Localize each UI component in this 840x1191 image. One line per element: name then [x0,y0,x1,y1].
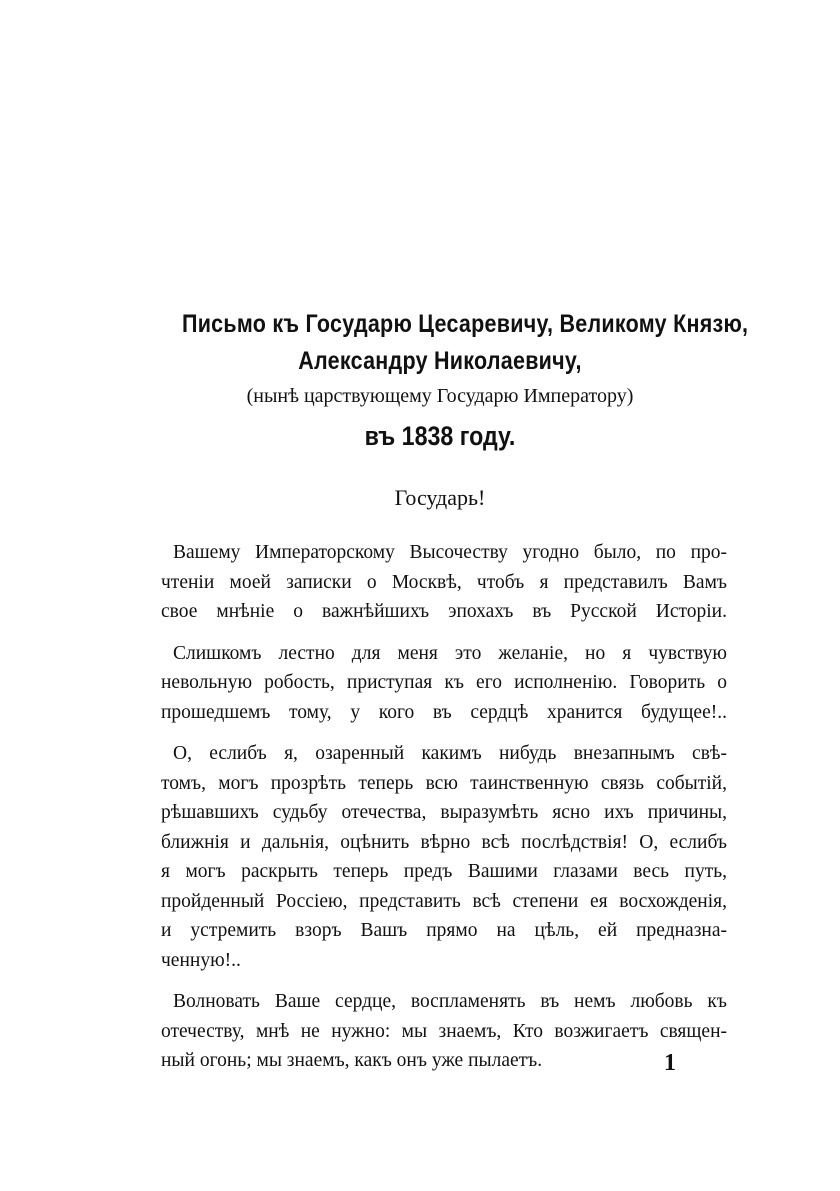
text-line: рѣшавшихъ судьбу отечества, выразумѣть ясно ихъ причины, [161,802,727,823]
text-line: томъ, могъ прозрѣть теперь всю таинственную связь событій, [161,772,727,794]
title-line-2: Александру Николаевичу, [298,347,582,375]
text-line: О, еслибъ я, озаренный какимъ нибудь внезапнымъ свѣ- [173,743,727,764]
text-line: ближнія и дальнія, оцѣнить вѣрно всѣ послѣдствія! О, еслибъ [161,831,727,853]
page-number: 1 [664,1050,676,1076]
paragraph-2 [161,639,727,728]
title-line-1: Письмо къ Государю Цесаревичу, Великому Князю, [182,310,749,338]
paragraph-1 [161,538,727,627]
text-line: свое мнѣніе о важнѣйшихъ эпохахъ въ Русской Исторіи. [161,601,727,622]
letter-body [161,538,727,1088]
text-line: невольную робость, приступая къ его исполненію. Говорить о [161,672,727,693]
title-subtitle: (нынѣ царствующему Государю Императору) [246,385,634,407]
title-year: въ 1838 году. [364,421,516,451]
text-line: прошедшемъ тому, у кого въ сердцѣ хранится будущее!.. [161,701,727,723]
text-line: ный огонь; мы знаемъ, какъ онъ уже пылаетъ. [161,1050,543,1071]
text-line: и устремить взоръ Вашъ прямо на цѣль, ей предназна- [161,920,727,941]
text-line: я могъ раскрыть теперь предъ Вашими глазами весь путь, [161,861,727,882]
text-line: чтеніи моей записки о Москвѣ, чтобъ я представилъ Вамъ [161,571,727,593]
paragraph-4 [161,987,727,1076]
letter-title [140,306,749,456]
text-line: Вашему Императорскому Высочеству угодно было, по про- [173,542,727,563]
paragraph-3 [161,739,727,975]
text-line: Волновать Ваше сердце, воспламенять въ немъ любовь къ [173,991,727,1012]
text-line: ченную!.. [161,949,241,971]
text-line: Слишкомъ лестно для меня это желаніе, но я чувствую [173,642,727,664]
text-line: пройденный Россіею, представить всѣ степени ея восхожденія, [161,890,727,912]
text-line: отечеству, мнѣ не нужно: мы знаемъ, Кто возжигаетъ священ- [161,1020,727,1042]
salutation: Государь! [394,485,486,510]
